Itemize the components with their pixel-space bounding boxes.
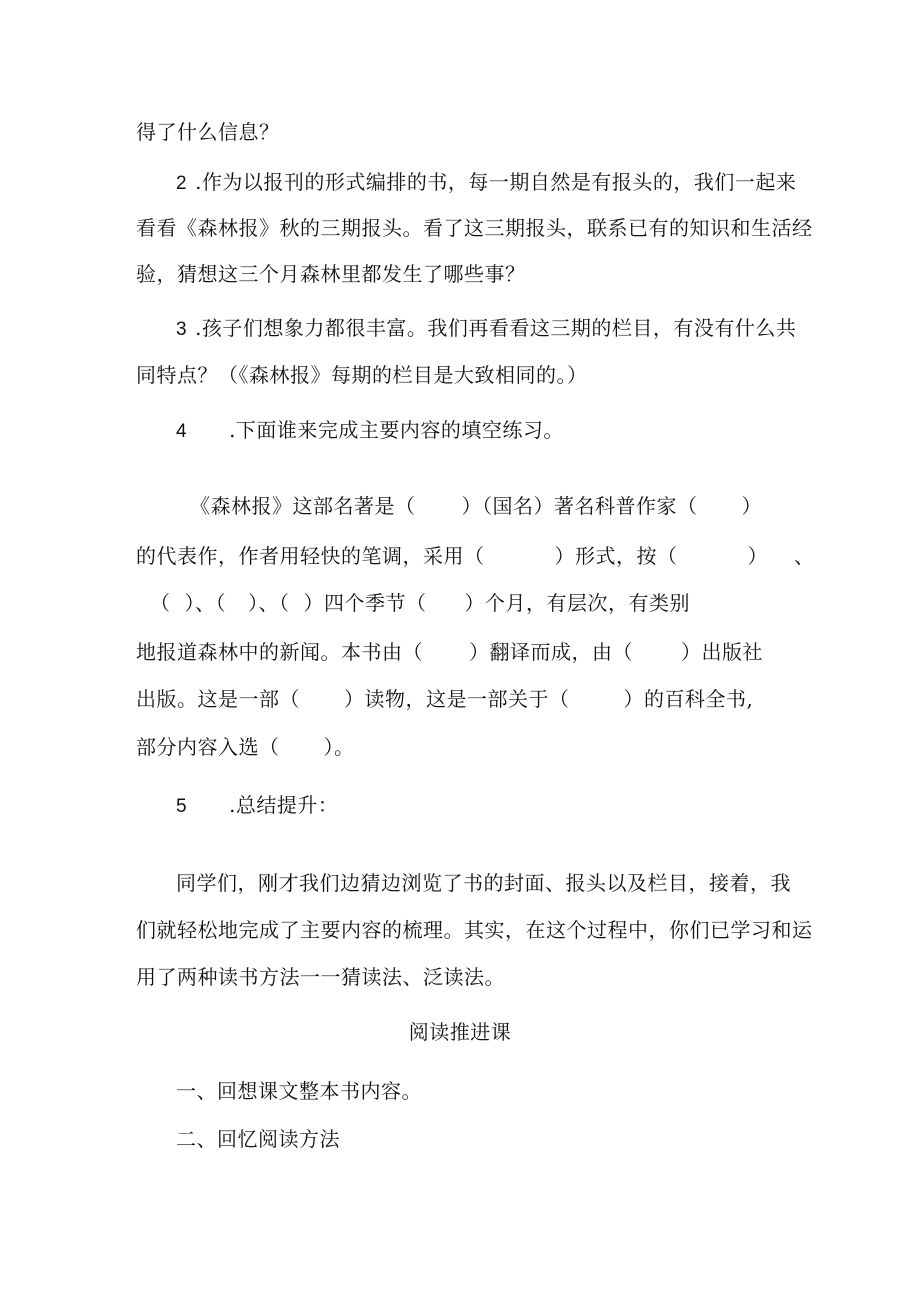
text-span: 同学们，刚才我们边猜边浏览了书的封面、报头以及栏目，接着，我 bbox=[176, 871, 791, 895]
list-item-2 bbox=[176, 168, 796, 198]
text-span: 看看《森林报》秋的三期报头。看了这三期报头，联系已有的知识和生活经 bbox=[136, 216, 813, 240]
text-span: ）。 bbox=[323, 735, 355, 759]
text-span: 出版。这是一部（ bbox=[136, 687, 300, 711]
paragraph-line bbox=[136, 118, 280, 146]
text-span: 用了两种读书方法一一猜读法、泛读法。 bbox=[136, 965, 505, 989]
list-item-5 bbox=[176, 791, 338, 821]
section-title bbox=[0, 1018, 920, 1046]
fill-blank-line-3 bbox=[150, 589, 690, 617]
text-span: 地报道森林中的新闻。本书由（ bbox=[136, 640, 423, 664]
text-span: ）读物，这是一部关于（ bbox=[344, 687, 570, 711]
text-span: 部分内容入选（ bbox=[136, 735, 280, 759]
step-item-1 bbox=[176, 1077, 422, 1105]
heading-text: 阅读推进课 bbox=[408, 1020, 512, 1044]
text-span: .总结提升： bbox=[229, 793, 339, 817]
item-number: 4 bbox=[176, 421, 188, 442]
fill-blank-line-1 bbox=[190, 492, 762, 520]
item-number: 2 bbox=[176, 173, 188, 194]
text-span: ）、（ bbox=[184, 591, 226, 615]
text-span: 《森林报》这部名著是（ bbox=[190, 494, 416, 518]
text-span: ）、（ bbox=[248, 591, 290, 615]
paragraph-line bbox=[136, 361, 588, 389]
text-span: 们就轻松地完成了主要内容的梳理。其实，在这个过程中，你们已学习和运 bbox=[136, 918, 813, 942]
text-span: ）（国名）著名科普作家（ bbox=[461, 494, 698, 518]
paragraph-line bbox=[136, 963, 505, 991]
fill-blank-line-5 bbox=[136, 685, 753, 713]
text-span: 、 bbox=[794, 544, 815, 568]
text-span: .下面谁来完成主要内容的填空练习。 bbox=[229, 418, 564, 442]
text-span: ）形式，按（ bbox=[554, 544, 678, 568]
text-span: 一、回想课文整本书内容。 bbox=[176, 1079, 422, 1103]
text-span: .作为以报刊的形式编排的书，每一期自然是有报头的，我们一起来 bbox=[195, 170, 797, 194]
fill-blank-line-2 bbox=[136, 542, 815, 570]
text-span: 得了什么信息？ bbox=[136, 120, 280, 144]
text-span: ）四个季节（ bbox=[303, 591, 427, 615]
paragraph-line bbox=[136, 260, 526, 288]
text-span: ）出版社 bbox=[681, 640, 763, 664]
text-span: .孩子们想象力都很丰富。我们再看看这三期的栏目，有没有什么共 bbox=[195, 316, 797, 340]
paragraph-line bbox=[136, 214, 813, 242]
paragraph-line bbox=[176, 869, 791, 897]
step-item-2 bbox=[176, 1125, 340, 1153]
text-span: ）的百科全书, bbox=[623, 687, 754, 711]
item-number: 3 bbox=[176, 319, 188, 340]
text-span: 验，猜想这三个月森林里都发生了哪些事？ bbox=[136, 262, 526, 286]
text-span: ） bbox=[741, 494, 762, 518]
text-span: 同特点？（《森林报》每期的栏目是大致相同的。） bbox=[136, 363, 588, 387]
text-span: 的代表作，作者用轻快的笔调，采用（ bbox=[136, 544, 485, 568]
list-item-4 bbox=[176, 416, 564, 446]
text-span: ） bbox=[747, 544, 768, 568]
list-item-3 bbox=[176, 314, 796, 344]
text-span: ）个月，有层次，有类别 bbox=[464, 591, 690, 615]
text-span: ）翻译而成，由（ bbox=[469, 640, 633, 664]
text-span: 二、回忆阅读方法 bbox=[176, 1127, 340, 1151]
text-span: （ bbox=[150, 591, 171, 615]
fill-blank-line-6 bbox=[136, 733, 355, 761]
paragraph-line bbox=[136, 916, 813, 944]
fill-blank-line-4 bbox=[136, 638, 763, 666]
item-number: 5 bbox=[176, 796, 188, 817]
